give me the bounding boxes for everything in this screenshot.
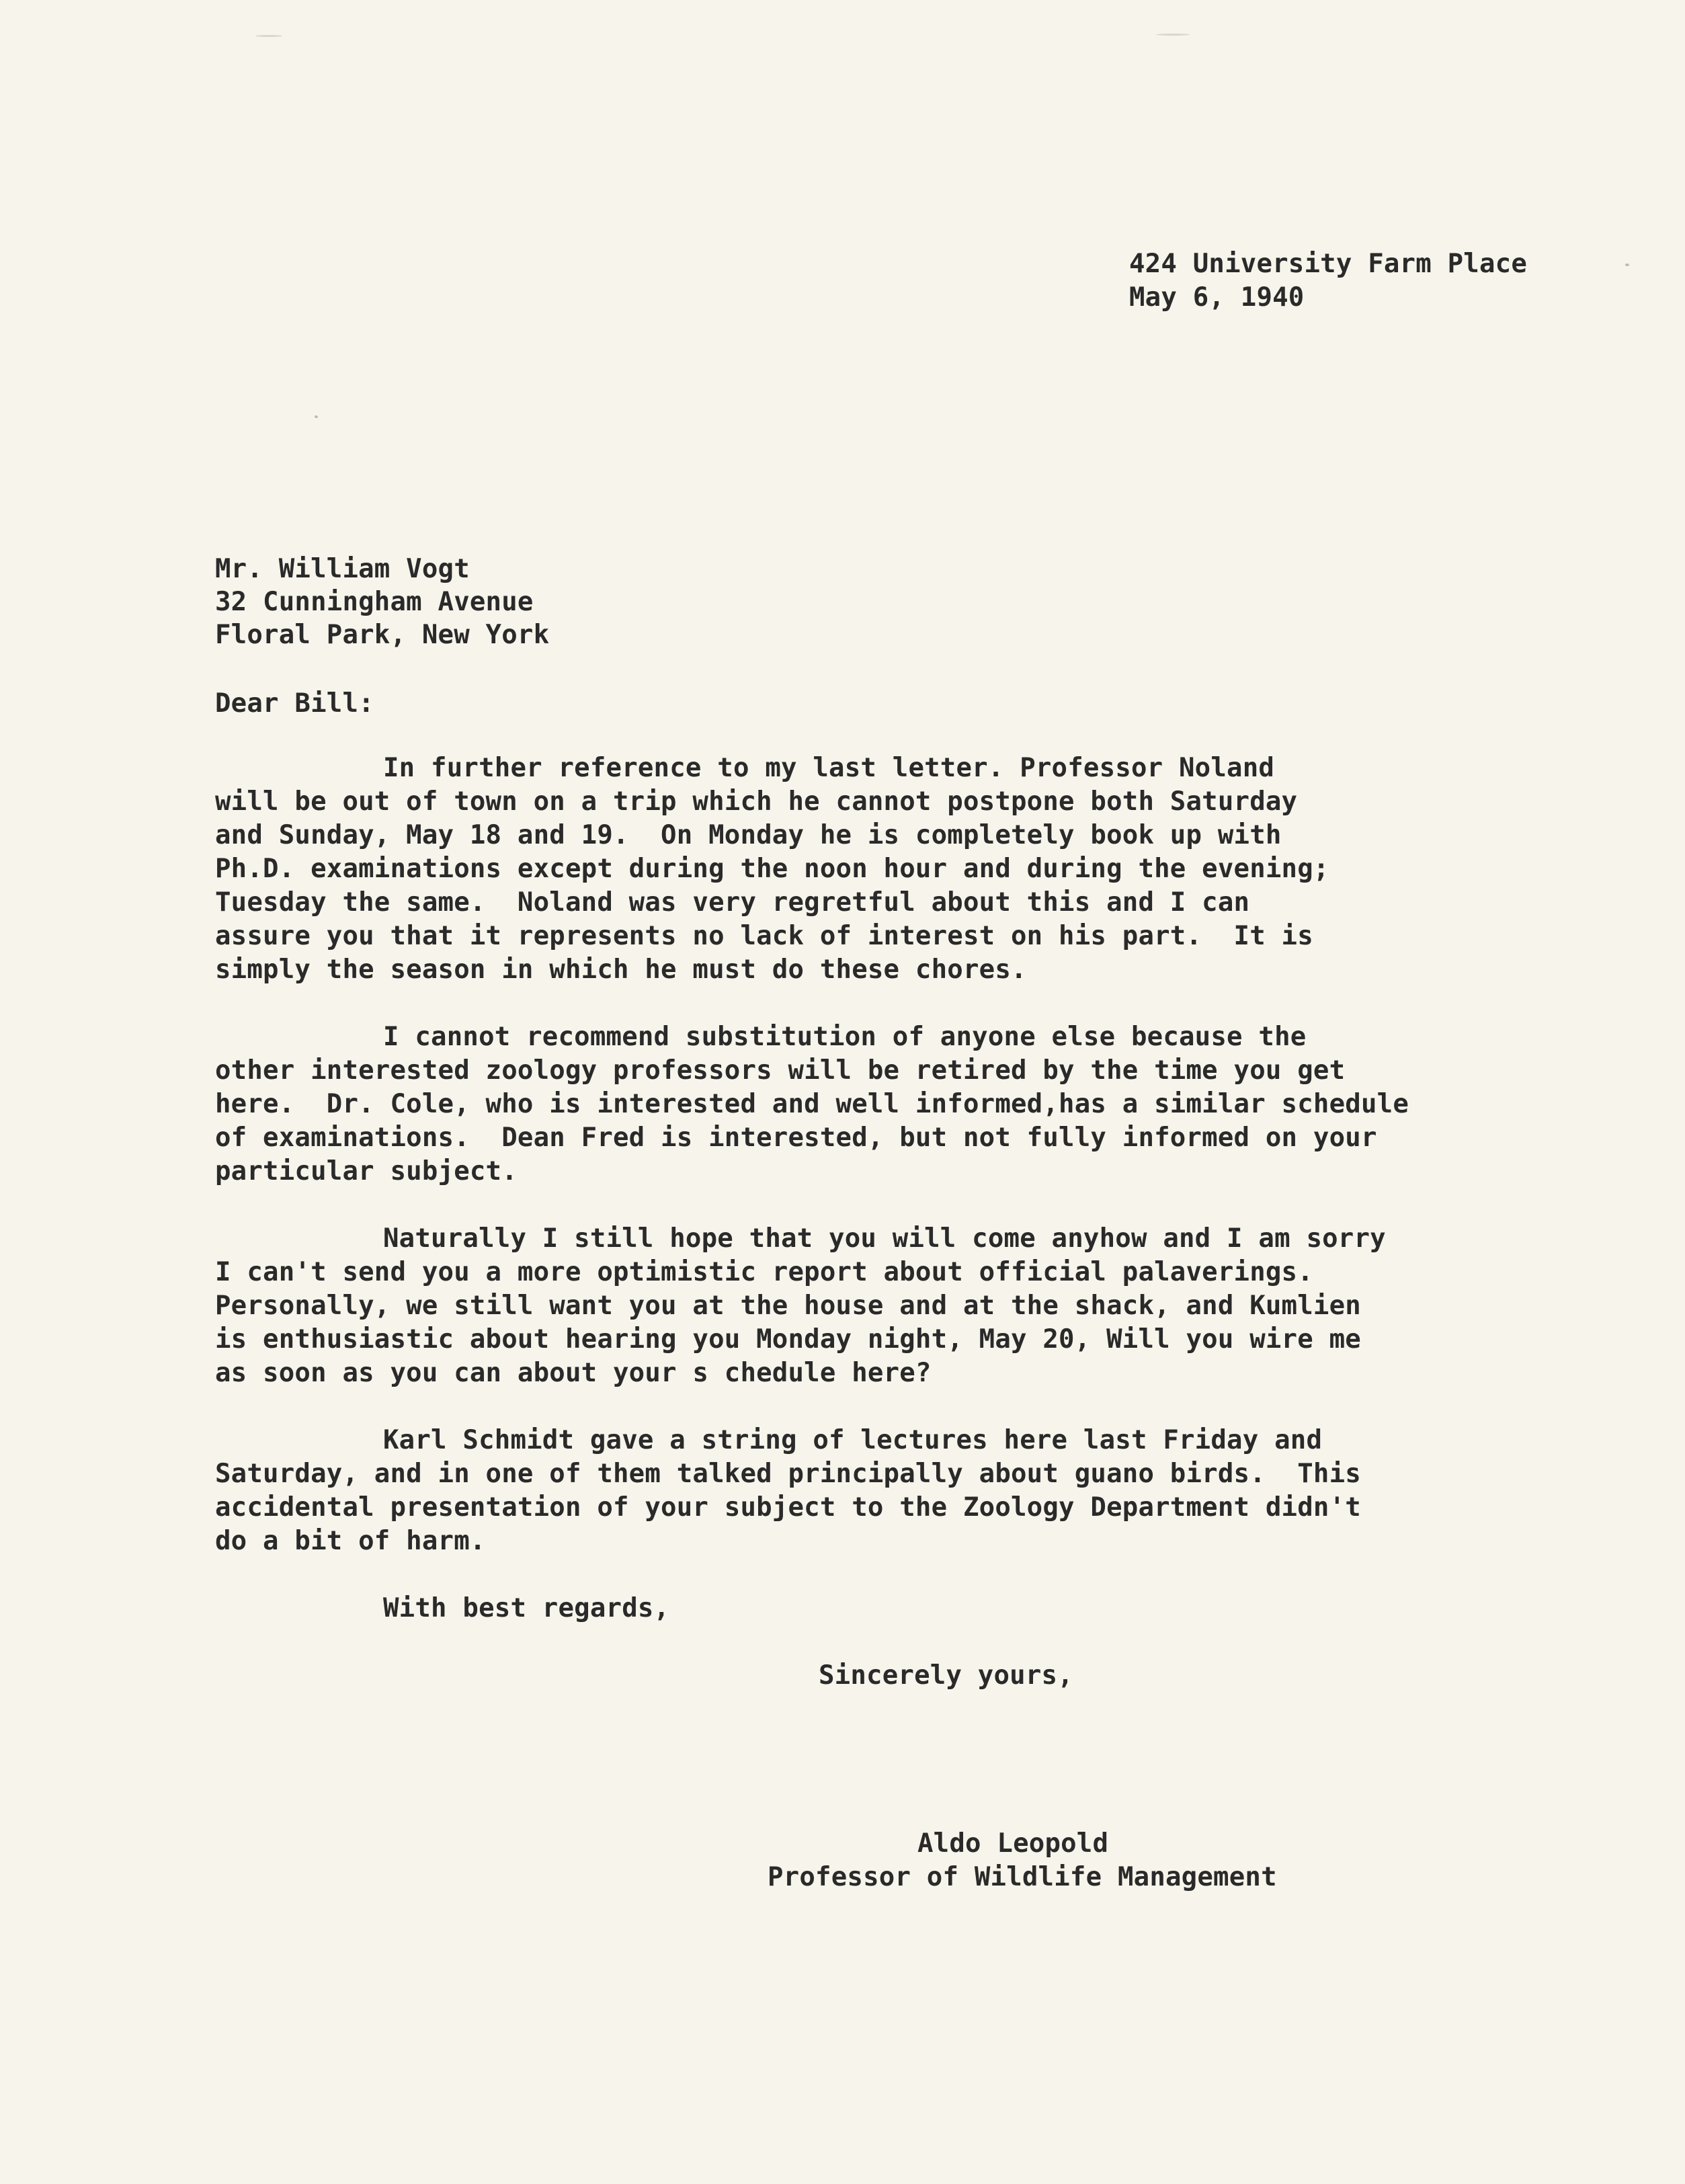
paragraph-2-line: here. Dr. Cole, who is interested and well informed,has a similar schedule (215, 1089, 1409, 1119)
recipient-name: Mr. William Vogt (215, 554, 470, 584)
regards: With best regards, (383, 1593, 670, 1623)
paragraph-1-line: will be out of town on a trip which he cannot postpone both Saturday (215, 786, 1298, 817)
salutation: Dear Bill: (215, 688, 374, 719)
recipient-city: Floral Park, New York (215, 620, 550, 650)
paragraph-1-line: assure you that it represents no lack of interest on his part. It is (215, 921, 1313, 951)
paragraph-3-line: is enthusiastic about hearing you Monday night, May 20, Will you wire me (215, 1324, 1361, 1354)
paragraph-2-line: I cannot recommend substitution of anyone else because the (383, 1022, 1307, 1052)
paragraph-4-line: do a bit of harm. (215, 1526, 486, 1556)
paragraph-4-line: Saturday, and in one of them talked principally about guano birds. This (215, 1459, 1361, 1489)
paragraph-2-line: other interested zoology professors will be retired by the time you get (215, 1055, 1346, 1086)
signer-title: Professor of Wildlife Management (768, 1862, 1277, 1892)
paragraph-2-line: particular subject. (215, 1156, 518, 1186)
return-address-street: 424 University Farm Place (1129, 249, 1527, 279)
paragraph-1-line: simply the season in which he must do these chores. (215, 955, 1027, 985)
paragraph-3-line: Naturally I still hope that you will come anyhow and I am sorry (383, 1223, 1386, 1254)
signer-name: Aldo Leopold (917, 1828, 1109, 1859)
paragraph-1-line: and Sunday, May 18 and 19. On Monday he is completely book up with (215, 820, 1282, 850)
closing: Sincerely yours, (819, 1660, 1073, 1691)
paragraph-3-line: as soon as you can about your s chedule here? (215, 1358, 932, 1388)
paragraph-1-line: Ph.D. examinations except during the noon hour and during the evening; (215, 854, 1329, 884)
paragraph-2-line: of examinations. Dean Fred is interested, but not fully informed on your (215, 1123, 1377, 1153)
paragraph-3-line: I can't send you a more optimistic report about official palaverings. (215, 1257, 1313, 1287)
paragraph-3-line: Personally, we still want you at the house and at the shack, and Kumlien (215, 1291, 1361, 1321)
paragraph-1-line: Tuesday the same. Noland was very regretful about this and I can (215, 887, 1250, 918)
paragraph-1-line: In further reference to my last letter. Professor Noland (383, 753, 1275, 783)
paragraph-4-line: Karl Schmidt gave a string of lectures here last Friday and (383, 1425, 1323, 1455)
paragraph-4-line: accidental presentation of your subject to the Zoology Department didn't (215, 1492, 1361, 1523)
recipient-street: 32 Cunningham Avenue (215, 587, 534, 617)
letter-date: May 6, 1940 (1129, 282, 1305, 313)
